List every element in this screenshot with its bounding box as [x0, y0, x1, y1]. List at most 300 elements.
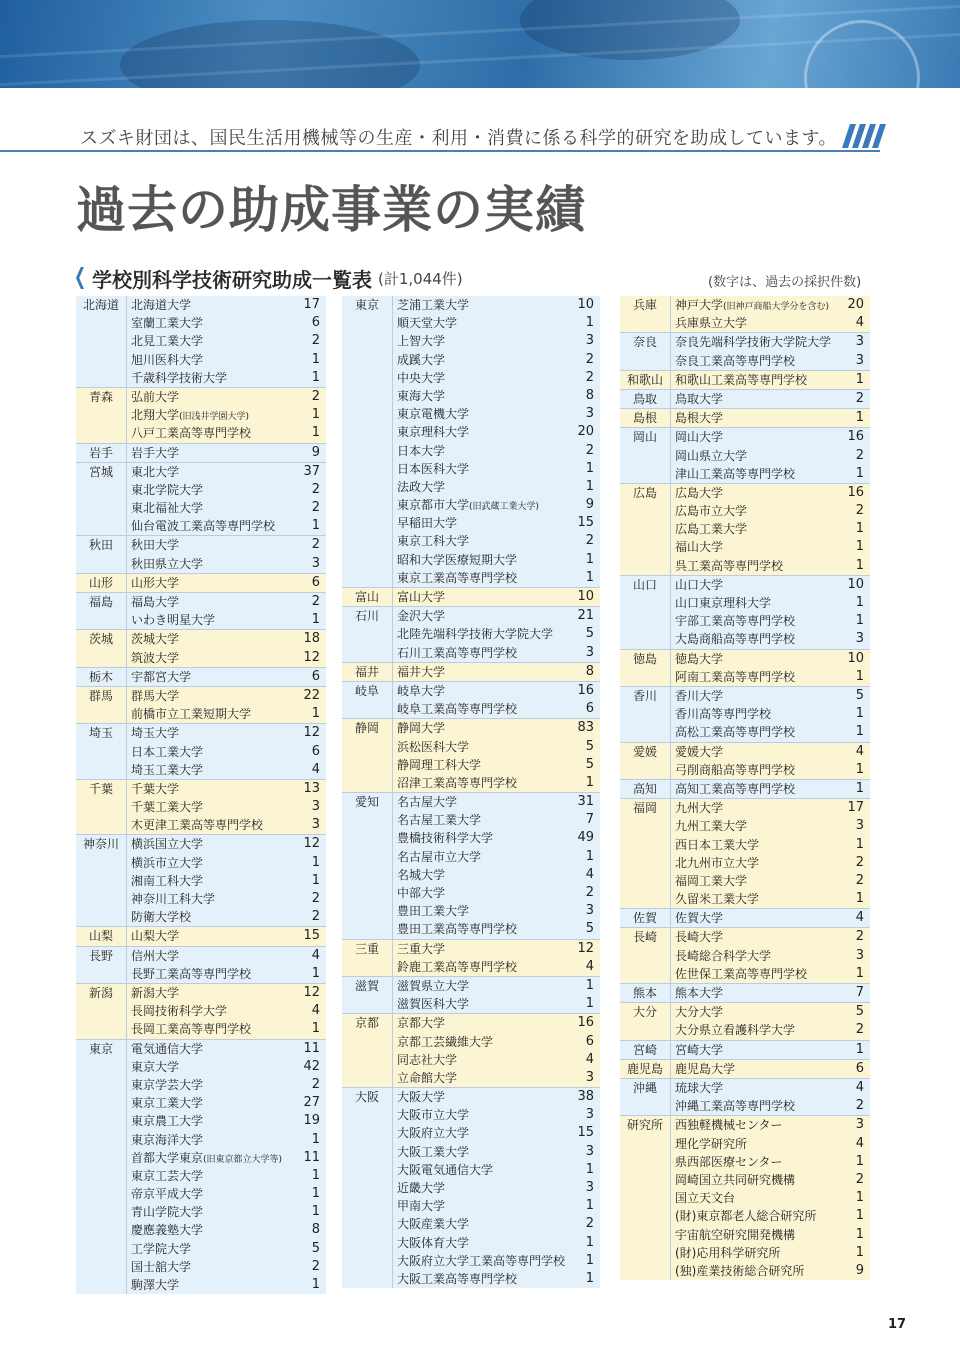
- institution-name: 沼津工業高等専門学校: [397, 775, 518, 790]
- prefecture-name: 茨城: [76, 630, 127, 666]
- prefecture-name: 青森: [76, 388, 127, 443]
- table-row: [671, 1041, 870, 1059]
- table-row: [671, 612, 870, 630]
- institution-name: 滋賀医科大学: [397, 997, 470, 1012]
- prefecture-group: [76, 926, 326, 945]
- table-row: [393, 829, 600, 847]
- grant-count: 5: [855, 1004, 864, 1020]
- table-row: [671, 1021, 870, 1039]
- grant-count: 1: [855, 836, 864, 852]
- table-row: [127, 574, 326, 592]
- table-row: [127, 555, 326, 573]
- grant-count: 12: [303, 649, 320, 665]
- grant-count: 1: [311, 1131, 320, 1147]
- institution-name: 上智大学: [397, 334, 446, 349]
- institution-name: 東京電機大学: [397, 407, 470, 422]
- grant-count: 8: [585, 387, 594, 403]
- institution-name: 大阪工業高等専門学校: [397, 1271, 518, 1286]
- table-column-1: [76, 296, 326, 1294]
- table-row: [393, 588, 600, 606]
- table-row: [393, 1252, 600, 1270]
- institution-name: 国立天文台: [675, 1191, 736, 1206]
- institution-name: 信州大学: [131, 948, 180, 963]
- table-row: [671, 1079, 870, 1097]
- institution-name: 八戸工業高等専門学校: [131, 426, 252, 441]
- prefecture-name: 山形: [76, 574, 127, 592]
- table-row: [393, 1033, 600, 1051]
- institution-name: 福岡工業大学: [675, 873, 748, 888]
- grant-count: 1: [311, 1186, 320, 1202]
- table-row: [127, 780, 326, 798]
- table-row: [127, 1131, 326, 1149]
- table-row: [393, 625, 600, 643]
- institution-name: 大阪府立大学: [397, 1126, 470, 1141]
- institution-name: 埼玉工業大学: [131, 762, 204, 777]
- grant-count: 1: [311, 518, 320, 534]
- table-row: [671, 1226, 870, 1244]
- prefecture-name: 大分: [620, 1003, 671, 1039]
- institution-name: 神奈川工科大学: [131, 892, 216, 907]
- section-heading: [76, 265, 463, 291]
- table-row: [393, 532, 600, 550]
- table-row: [671, 576, 870, 594]
- grant-count: 1: [855, 706, 864, 722]
- table-row: [127, 872, 326, 890]
- grant-count: 22: [303, 687, 320, 703]
- institution-name: 東海大学: [397, 388, 446, 403]
- prefecture-name: 徳島: [620, 650, 671, 686]
- grant-count: 11: [303, 1040, 320, 1056]
- table-row: [671, 909, 870, 927]
- table-row: [671, 520, 870, 538]
- institution-name: 佐世保工業高等専門学校: [675, 966, 808, 981]
- table-row: [127, 1258, 326, 1276]
- institution-name: 筑波大学: [131, 650, 180, 665]
- grant-count: 6: [855, 1060, 864, 1076]
- institution-name: 東京学芸大学: [131, 1077, 204, 1092]
- table-row: [671, 872, 870, 890]
- grant-count: 4: [585, 866, 594, 882]
- table-row: [127, 761, 326, 779]
- grant-count: 1: [585, 1234, 594, 1250]
- institution-name: 仙台電波工業高等専門学校: [131, 519, 276, 534]
- grant-count: 16: [577, 1015, 594, 1031]
- grant-count: 13: [303, 780, 320, 796]
- grant-count: 1: [585, 460, 594, 476]
- grant-count: 5: [311, 1240, 320, 1256]
- table-row: [671, 409, 870, 427]
- prefecture-group: [76, 667, 326, 686]
- institution-name: 近畿大学: [397, 1181, 446, 1196]
- grant-count: 17: [847, 800, 864, 816]
- prefecture-name: 滋賀: [342, 977, 393, 1013]
- institution-name: 岡山大学: [675, 430, 724, 445]
- prefecture-name: 奈良: [620, 333, 671, 369]
- institution-name: 山口東京理科大学: [675, 596, 772, 611]
- institution-name: 横浜市立大学: [131, 855, 204, 870]
- institution-name: 長野工業高等専門学校: [131, 966, 252, 981]
- table-row: [671, 538, 870, 556]
- institution-name: 長崎総合科学大学: [675, 948, 772, 963]
- prefecture-name: 京都: [342, 1014, 393, 1087]
- grant-count: 1: [585, 996, 594, 1012]
- grant-count: 1: [585, 977, 594, 993]
- grant-count: 1: [311, 706, 320, 722]
- institution-name: 帝京平成大学: [131, 1187, 204, 1202]
- table-row: [127, 1149, 326, 1167]
- grant-count: 5: [585, 738, 594, 754]
- grant-count: 3: [855, 334, 864, 350]
- grant-count: 3: [855, 631, 864, 647]
- grant-count: 8: [585, 663, 594, 679]
- table-row: [393, 958, 600, 976]
- institution-name: 青山学院大学: [131, 1205, 204, 1220]
- table-row: [127, 1221, 326, 1239]
- table-row: [393, 848, 600, 866]
- table-row: [393, 793, 600, 811]
- table-row: [671, 984, 870, 1002]
- prefecture-name: 神奈川: [76, 835, 127, 926]
- institution-name: 千葉工業大学: [131, 800, 204, 815]
- table-row: [127, 890, 326, 908]
- institution-name: 徳島大学: [675, 651, 724, 666]
- prefecture-group: [620, 575, 870, 649]
- institution-name: 長崎大学: [675, 930, 724, 945]
- table-row: [393, 1051, 600, 1069]
- table-row: [671, 557, 870, 575]
- institution-name: 静岡大学: [397, 721, 446, 736]
- slash-decoration-icon: [842, 124, 888, 148]
- table-row: [393, 607, 600, 625]
- institution-name: 北陸先端科学技術大学院大学: [397, 627, 554, 642]
- grant-count: 1: [855, 595, 864, 611]
- institution-name: 富山大学: [397, 590, 446, 604]
- prefecture-name: 福島: [76, 593, 127, 629]
- institution-name: 兵庫県立大学: [675, 316, 748, 331]
- institution-name: 昭和大学医療短期大学: [397, 552, 518, 567]
- prefecture-name: 埼玉: [76, 724, 127, 779]
- table-row: [127, 1020, 326, 1038]
- grant-count: 2: [855, 1098, 864, 1114]
- table-row: [393, 496, 600, 514]
- grant-count: 3: [855, 818, 864, 834]
- prefecture-name: 長崎: [620, 928, 671, 983]
- table-row: [127, 1185, 326, 1203]
- institution-name: 愛媛大学: [675, 744, 724, 759]
- prefecture-name: 東京: [76, 1040, 127, 1295]
- grant-count: 6: [311, 574, 320, 590]
- institution-name: 大阪府立大学工業高等専門学校: [397, 1253, 566, 1268]
- prefecture-name: 宮崎: [620, 1041, 671, 1059]
- prefecture-group: [620, 389, 870, 408]
- table-row: [393, 569, 600, 587]
- table-row: [671, 1153, 870, 1171]
- table-row: [393, 719, 600, 737]
- institution-name: 群馬大学: [131, 688, 180, 703]
- grant-count: 4: [311, 1003, 320, 1019]
- prefecture-name: 沖縄: [620, 1079, 671, 1115]
- table-row: [671, 668, 870, 686]
- table-row: [671, 817, 870, 835]
- table-row: [127, 798, 326, 816]
- table-row: [393, 884, 600, 902]
- page-title: 過去の助成事業の実績: [76, 181, 586, 239]
- grant-count: 1: [855, 557, 864, 573]
- grant-count: 5: [585, 921, 594, 937]
- prefecture-name: 愛媛: [620, 743, 671, 779]
- prefecture-group: [342, 662, 600, 681]
- grant-count: 20: [847, 297, 864, 312]
- prefecture-group: [342, 606, 600, 662]
- table-row: [127, 611, 326, 629]
- prefecture-group: [76, 834, 326, 926]
- prefecture-group: [76, 387, 326, 443]
- institution-name: 岐阜大学: [397, 683, 446, 698]
- institution-name: 早稲田大学: [397, 516, 458, 531]
- table-row: [671, 687, 870, 705]
- institution-name: 豊田工業高等専門学校: [397, 922, 518, 937]
- grant-count: 17: [303, 297, 320, 312]
- table-row: [127, 388, 326, 406]
- grant-count: 1: [311, 1167, 320, 1183]
- table-row: [671, 965, 870, 983]
- table-row: [671, 1135, 870, 1153]
- table-row: [127, 1240, 326, 1258]
- prefecture-name: 香川: [620, 687, 671, 742]
- grant-count: 2: [855, 1022, 864, 1038]
- table-row: [671, 352, 870, 370]
- tagline: スズキ財団は、国民生活用機械等の生産・利用・消費に係る科学的研究を助成しています。: [80, 128, 838, 149]
- prefecture-name: 千葉: [76, 780, 127, 835]
- table-row: [671, 484, 870, 502]
- table-row: [393, 1161, 600, 1179]
- prefecture-group: [342, 718, 600, 792]
- table-row: [127, 1058, 326, 1076]
- institution-name: 東北大学: [131, 464, 180, 479]
- grant-count: 2: [311, 1258, 320, 1274]
- institution-name: (財)東京都老人総合研究所: [675, 1209, 817, 1224]
- grant-count: 1: [585, 774, 594, 790]
- grant-count: 1: [311, 1277, 320, 1292]
- institution-name: 西独軽機械センター: [675, 1118, 783, 1133]
- grant-count: 19: [303, 1113, 320, 1129]
- institution-name: 広島工業大学: [675, 522, 748, 537]
- institution-name: 岡崎国立共同研究機構: [675, 1172, 796, 1187]
- prefecture-group: [76, 983, 326, 1039]
- table-row: [671, 333, 870, 351]
- grant-count: 1: [855, 410, 864, 426]
- table-row: [127, 1040, 326, 1058]
- institution-name: 東北学院大学: [131, 482, 204, 497]
- institution-name: 宇宙航空研究開発機構: [675, 1227, 796, 1242]
- institution-name: 佐賀大学: [675, 911, 724, 926]
- grant-count: 15: [577, 1125, 594, 1141]
- grant-count: 5: [585, 756, 594, 772]
- prefecture-group: [342, 587, 600, 606]
- grant-count: 2: [311, 500, 320, 516]
- table-row: [671, 296, 870, 314]
- institution-name: 東京都市大学(旧武蔵工業大学): [397, 498, 540, 513]
- grant-count: 3: [585, 333, 594, 349]
- table-row: [671, 594, 870, 612]
- institution-name: 東京工科大学: [397, 534, 470, 549]
- institution-name: 北九州市立大学: [675, 855, 760, 870]
- institution-name: 同志社大学: [397, 1052, 458, 1067]
- table-row: [127, 536, 326, 554]
- institution-name: 九州工業大学: [675, 819, 748, 834]
- grant-count: 2: [311, 537, 320, 553]
- prefecture-group: [620, 686, 870, 742]
- grant-count: 27: [303, 1095, 320, 1111]
- prefecture-name: 大阪: [342, 1088, 393, 1288]
- table-row: [393, 369, 600, 387]
- table-row: [393, 551, 600, 569]
- table-row: [393, 977, 600, 995]
- institution-name: 電気通信大学: [131, 1041, 204, 1056]
- grant-count: 2: [585, 351, 594, 367]
- table-row: [671, 428, 870, 446]
- grant-count: 1: [585, 1270, 594, 1286]
- grant-count: 1: [585, 1252, 594, 1268]
- grant-count: 9: [855, 1262, 864, 1278]
- table-row: [393, 405, 600, 423]
- grant-count: 8: [311, 1222, 320, 1238]
- grant-count: 3: [585, 644, 594, 660]
- institution-name: 熊本大学: [675, 986, 724, 1001]
- table-row: [671, 390, 870, 408]
- institution-name: 豊橋技術科学大学: [397, 831, 494, 846]
- prefecture-group: [620, 1002, 870, 1039]
- grant-count: 37: [303, 463, 320, 479]
- institution-name: 千葉大学: [131, 781, 180, 796]
- institution-name: 宇部工業高等専門学校: [675, 614, 796, 629]
- table-row: [127, 705, 326, 723]
- table-row: [127, 965, 326, 983]
- prefecture-group: [620, 798, 870, 908]
- grant-count: 1: [855, 724, 864, 740]
- prefecture-name: 三重: [342, 940, 393, 976]
- table-row: [671, 723, 870, 741]
- prefecture-name: 山梨: [76, 927, 127, 945]
- prefecture-group: [76, 535, 326, 572]
- institution-name: 長岡技術科学大学: [131, 1004, 228, 1019]
- prefecture-name: 鹿児島: [620, 1060, 671, 1078]
- institution-name: 東京工芸大学: [131, 1168, 204, 1183]
- grant-count: 5: [855, 687, 864, 703]
- grant-count: 15: [577, 515, 594, 531]
- institution-name: 弘前大学: [131, 389, 180, 404]
- institution-name: 大阪工業大学: [397, 1144, 470, 1159]
- grant-count: 3: [585, 406, 594, 422]
- institution-name: 広島大学: [675, 485, 724, 500]
- grant-count: 2: [855, 929, 864, 945]
- institution-name: 甲南大学: [397, 1199, 446, 1214]
- institution-name: 国士舘大学: [131, 1259, 192, 1274]
- table-row: [393, 774, 600, 792]
- prefecture-group: [620, 1078, 870, 1115]
- grant-count: 9: [585, 497, 594, 513]
- grant-count: 4: [855, 1080, 864, 1095]
- institution-name: 北見工業大学: [131, 334, 204, 349]
- grant-count: 2: [585, 442, 594, 458]
- institution-name: 法政大学: [397, 479, 446, 494]
- institution-name: 大阪産業大学: [397, 1217, 470, 1232]
- institution-name: 鈴鹿工業高等専門学校: [397, 959, 518, 974]
- institution-name: 香川大学: [675, 688, 724, 703]
- table-row: [127, 1276, 326, 1294]
- prefecture-name: 熊本: [620, 984, 671, 1002]
- grant-count: 6: [311, 743, 320, 759]
- grant-count: 3: [855, 1117, 864, 1133]
- institution-name: 大阪体育大学: [397, 1235, 470, 1250]
- grant-count: 2: [311, 594, 320, 610]
- institution-name: 理化学研究所: [675, 1136, 748, 1151]
- grant-count: 4: [855, 1135, 864, 1151]
- grant-count: 2: [855, 447, 864, 463]
- table-row: [393, 1197, 600, 1215]
- table-row: [393, 738, 600, 756]
- institution-name: 宇都宮大学: [131, 669, 192, 684]
- institution-name: 西日本工業大学: [675, 837, 760, 852]
- prefecture-name: 愛知: [342, 793, 393, 939]
- prefecture-group: [620, 296, 870, 332]
- table-row: [127, 314, 326, 332]
- grant-count: 6: [311, 315, 320, 331]
- table-row: [127, 743, 326, 761]
- grant-count: 49: [577, 830, 594, 846]
- prefecture-group: [76, 629, 326, 666]
- table-row: [393, 940, 600, 958]
- institution-name: 東京工業高等専門学校: [397, 570, 518, 585]
- header-banner-photo: [0, 0, 960, 88]
- grant-count: 1: [585, 315, 594, 331]
- grant-count: 1: [585, 848, 594, 864]
- grant-count: 2: [855, 1171, 864, 1187]
- table-row: [671, 1262, 870, 1280]
- grant-count: 11: [303, 1149, 320, 1165]
- table-row: [671, 371, 870, 389]
- prefecture-name: 島根: [620, 409, 671, 427]
- prefecture-group: [76, 573, 326, 592]
- institution-name: 琉球大学: [675, 1081, 724, 1095]
- grant-count: 6: [311, 668, 320, 684]
- grant-count: 2: [585, 369, 594, 385]
- grant-count: 1: [855, 1190, 864, 1206]
- grant-count: 10: [847, 650, 864, 666]
- section-title: 学校別科学技術研究助成一覧表: [92, 267, 372, 292]
- table-row: [127, 1112, 326, 1130]
- institution-name: 成蹊大学: [397, 352, 446, 367]
- table-row: [127, 835, 326, 853]
- prefecture-group: [342, 296, 600, 587]
- institution-name: 阿南工業高等専門学校: [675, 669, 796, 684]
- table-row: [393, 995, 600, 1013]
- grant-count: 2: [311, 388, 320, 404]
- table-row: [671, 1060, 870, 1078]
- grant-count: 1: [855, 965, 864, 981]
- prefecture-group: [620, 927, 870, 983]
- grant-count: 2: [855, 503, 864, 519]
- grant-count: 12: [577, 940, 594, 956]
- institution-name: 東京工業大学: [131, 1096, 204, 1111]
- table-row: [671, 447, 870, 465]
- institution-name: 北海道大学: [131, 298, 192, 312]
- table-row: [393, 478, 600, 496]
- prefecture-name: 和歌山: [620, 371, 671, 389]
- grant-count: 16: [847, 429, 864, 445]
- institution-name: 東京大学: [131, 1059, 180, 1074]
- prefecture-name: 石川: [342, 607, 393, 662]
